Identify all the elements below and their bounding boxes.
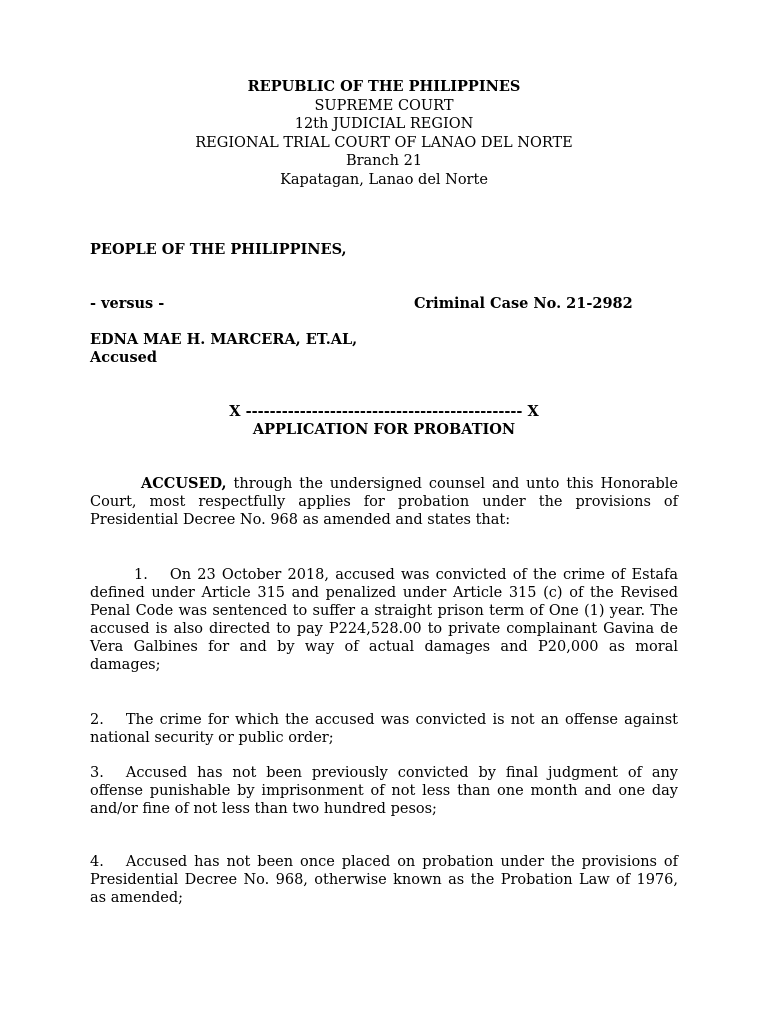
header-region: 12th JUDICIAL REGION [294, 116, 474, 133]
list-item-number: 4. [90, 854, 104, 870]
list-item-text: Accused has not been once placed on probation under the provisions of Presidential Decree No. 968, otherwise known as the Probation Law of 1976, as amended; [90, 854, 678, 906]
caption-accused-label: Accused [90, 349, 157, 366]
list-item-number: 3. [90, 765, 104, 781]
list-item [90, 853, 678, 907]
header-location: Kapatagan, Lanao del Norte [280, 171, 488, 188]
caption-divider: X ---------------------------------------------- X [229, 403, 539, 420]
list-item [90, 711, 678, 747]
caption-plaintiff: PEOPLE OF THE PHILIPPINES, [90, 241, 347, 258]
header-trial-court: REGIONAL TRIAL COURT OF LANAO DEL NORTE [195, 134, 573, 151]
list-item-text: The crime for which the accused was convicted is not an offense against national security or public order; [90, 712, 678, 746]
case-number: Criminal Case No. 21-2982 [414, 295, 633, 312]
header-court: SUPREME COURT [314, 97, 454, 114]
intro-lead: ACCUSED, [141, 475, 227, 492]
list-item [90, 764, 678, 818]
header-republic: REPUBLIC OF THE PHILIPPINES [247, 78, 521, 95]
list-item [90, 566, 678, 674]
intro-paragraph [90, 475, 678, 529]
list-item-text: On 23 October 2018, accused was convicted of the crime of Estafa defined under Article 315 and penalized under Article 315 (c) of the Revised Penal Code was sentenced to suffer a straight prison term of One (1) year. The accused is also directed to pay P224,528.00 to private complainant Gavina de Vera Galbines for and by way of actual damages and P20,000 as moral damages; [90, 567, 678, 673]
document-title: APPLICATION FOR PROBATION [252, 421, 516, 438]
intro-text: through the undersigned counsel and unto this Honorable Court, most respectfully applies for probation under the provisions of Presidential Decree No. 968 as amended and states that: [90, 476, 678, 528]
list-item-number: 2. [90, 712, 104, 728]
header-branch: Branch 21 [345, 153, 423, 170]
list-item-text: Accused has not been previously convicted by final judgment of any offense punishable by imprisonment of not less than one month and one day and/or fine of not less than two hundred pesos; [90, 765, 678, 817]
caption-versus: - versus - [90, 295, 165, 312]
caption-accused-name: EDNA MAE H. MARCERA, ET.AL, [90, 331, 358, 348]
court-header [90, 78, 678, 190]
list-item-number: 1. [134, 567, 148, 583]
